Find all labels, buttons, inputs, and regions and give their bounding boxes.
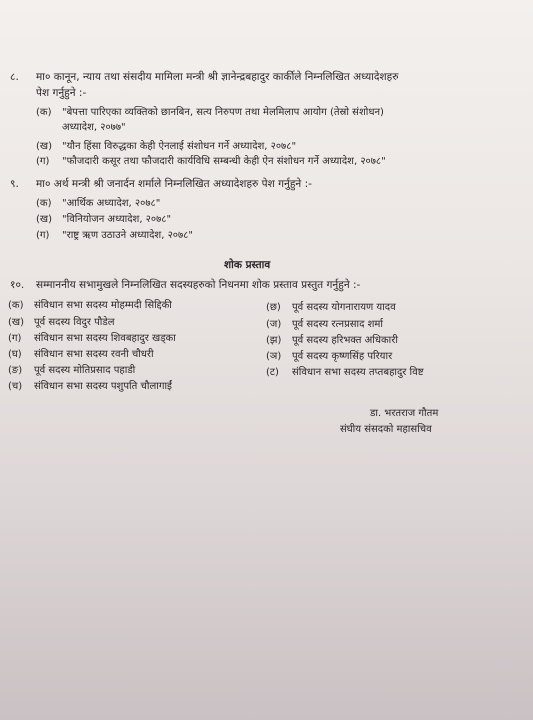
member-label: (ट): [266, 367, 279, 378]
sub-item-text: "विनियोजन अध्यादेश, २०७८": [62, 214, 172, 225]
member-label: (च): [8, 381, 23, 392]
member-label: (छ): [266, 302, 281, 313]
member-label: (क): [8, 300, 24, 311]
member-label: (ख): [8, 317, 24, 328]
item-number: १०.: [10, 279, 25, 291]
member-name: पूर्व सदस्य योगनारायण यादव: [292, 302, 396, 313]
member-label: (झ): [266, 335, 282, 346]
member-label: (घ): [8, 349, 22, 360]
sub-item-text-continued: अध्यादेश, २०७७": [62, 122, 126, 133]
signatory-title: संघीय संसदको महासचिव: [340, 424, 432, 435]
item-text-continued: पेश गर्नुहुने :-: [36, 87, 87, 99]
member-name: संविधान सभा सदस्य तप्तबहादुर विष्ट: [292, 367, 424, 378]
sub-item-label: (ग): [36, 156, 50, 167]
member-name: संविधान सभा सदस्य शिवबहादुर खड्का: [34, 333, 176, 344]
member-name: संविधान सभा सदस्य पशुपति चौलागाईं: [34, 381, 172, 392]
item-number: ८.: [10, 71, 19, 83]
sub-item-label: (क): [36, 107, 52, 118]
sub-item-text: "आर्थिक अध्यादेश, २०७८": [62, 198, 161, 209]
member-label: (ज): [266, 319, 282, 330]
member-name: पूर्व सदस्य विदुर पौडेल: [34, 317, 115, 328]
member-name: संविधान सभा सदस्य रवनी चौधरी: [34, 349, 154, 360]
sub-item-label: (ख): [36, 214, 52, 225]
member-label: (ङ): [8, 365, 23, 376]
signatory-name: डा. भरतराज गौतम: [370, 408, 439, 419]
sub-item-label: (ख): [36, 141, 52, 152]
sub-item-label: (क): [36, 198, 52, 209]
member-name: पूर्व सदस्य कृष्णसिंह परियार: [292, 351, 393, 362]
item-text: सम्माननीय सभामुखले निम्नलिखित सदस्यहरुको निधनमा शोक प्रस्ताव प्रस्तुत गर्नुहुने :-: [36, 279, 361, 291]
member-name: पूर्व सदस्य मोतिप्रसाद पहाडी: [34, 365, 136, 376]
sub-item-label: (ग): [36, 230, 50, 241]
sub-item-text: "फौजदारी कसूर तथा फौजदारी कार्यविधि सम्बन्धी केही ऐन संशोधन गर्ने अध्यादेश, २०७८": [62, 156, 386, 167]
item-text: मा० अर्थ मन्त्री श्री जनार्दन शर्माले निम्नलिखित अध्यादेशहरु पेश गर्नुहुने :-: [36, 178, 312, 190]
sub-item-text: "राष्ट्र ऋण उठाउने अध्यादेश, २०७८": [62, 230, 193, 241]
member-label: (ञ): [266, 351, 282, 362]
member-name: संविधान सभा सदस्य मोहम्मदी सिद्दिकी: [34, 300, 172, 311]
member-name: पूर्व सदस्य हरिभक्त अधिकारी: [292, 335, 398, 346]
sub-item-text: "बेपत्ता पारिएका व्यक्तिको छानबिन, सत्य निरुपण तथा मेलमिलाप आयोग (तेस्रो संशोधन): [62, 107, 384, 118]
section-heading: शोक प्रस्ताव: [224, 259, 271, 271]
member-name: पूर्व सदस्य रत्नप्रसाद शर्मा: [292, 319, 383, 330]
sub-item-text: "यौन हिंसा विरुद्धका केही ऐनलाई संशोधन गर्ने अध्यादेश, २०७८": [62, 141, 297, 152]
item-number: ९.: [10, 178, 19, 190]
item-text: मा० कानून, न्याय तथा संसदीय मामिला मन्त्री श्री ज्ञानेन्द्रबहादुर कार्कीले निम्नलिखित अध्यादेशहरु: [36, 71, 399, 83]
member-label: (ग): [8, 333, 22, 344]
